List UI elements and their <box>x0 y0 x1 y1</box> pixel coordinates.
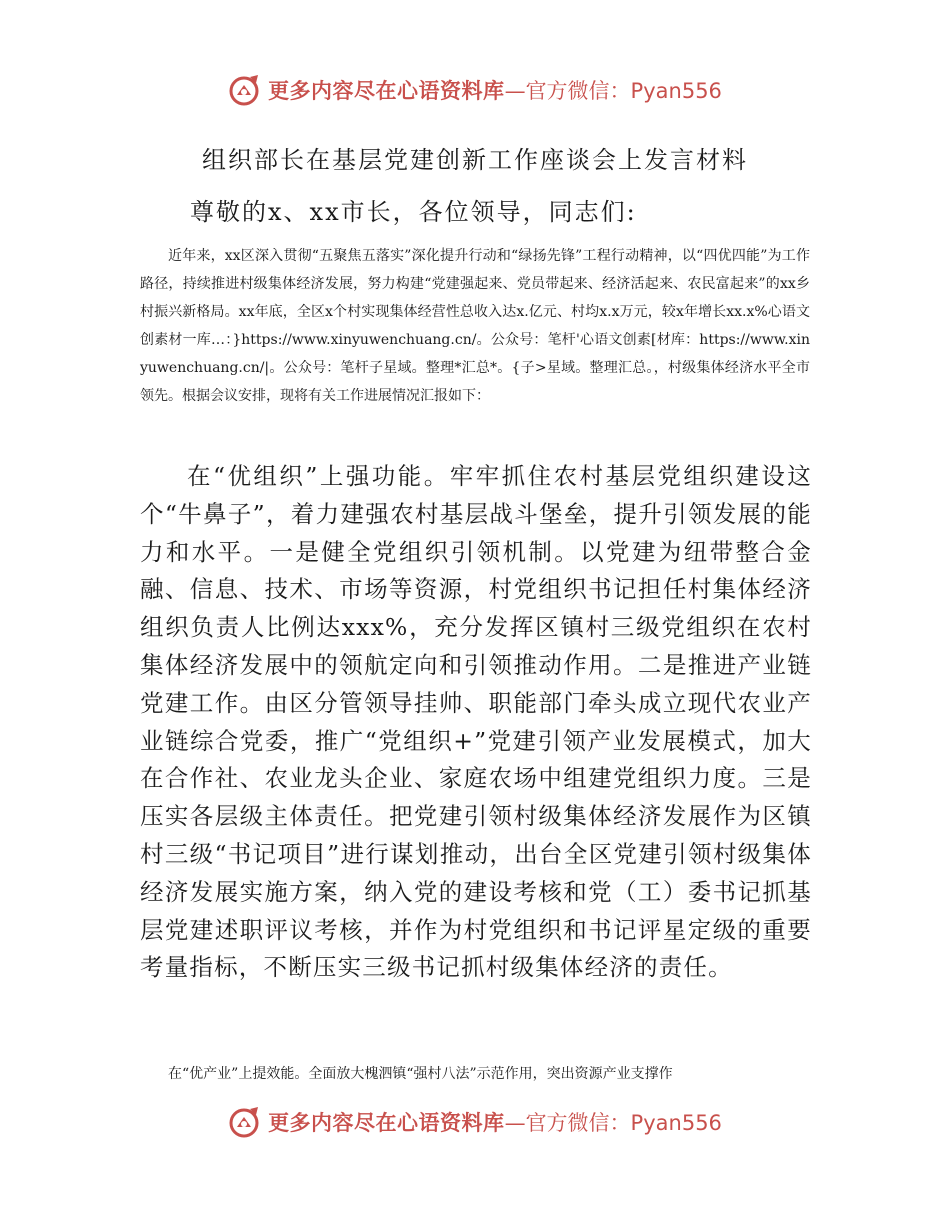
banner-wechat: —官方微信：Pyan556 <box>504 79 722 103</box>
banner-wechat: —官方微信：Pyan556 <box>504 1111 722 1135</box>
footer-banner <box>0 1102 950 1142</box>
document-title: 组织部长在基层党建创新工作座谈会上发言材料 <box>202 146 748 174</box>
banner-text: 更多内容尽在心语资料库 <box>268 79 505 103</box>
book-logo-icon <box>228 73 262 107</box>
book-logo-icon <box>228 1105 262 1139</box>
header-banner <box>0 70 950 110</box>
section-2-paragraph: 在“优产业”上提效能。全面放大槐泗镇“强村八法”示范作用，突出资源产业支撑作 <box>168 1066 673 1082</box>
intro-paragraph: 近年来，xx区深入贯彻“五聚焦五落实”深化提升行动和“绿扬先锋”工程行动精神，以“四优四能”为工作路径，持续推进村级集体经济发展，努力构建“党建强起来、党员带起来、经济活起来、农民富起来”的xx乡村振兴新格局。xx年底，全区x个村实现集体经营性总收入达x.亿元、村均x.x万元，较x年增长xx.x%心语文创素材一库…：}https://www.xinyuwenchuang.cn/。公众号：笔杆'心语文创素[材库：https://www.xinyuwenchuang.cn/|。公众号：笔杆子星域。整理*汇总*。{子>星域。整理汇总。，村级集体经济水平全市领先。根据会议安排，现将有关工作进展情况汇报如下： <box>140 248 810 404</box>
salutation: 尊敬的x、xx市长，各位领导，同志们: <box>190 198 637 226</box>
section-1-paragraph: 在“优组织”上强功能。牢牢抓住农村基层党组织建设这个“牛鼻子”，着力建强农村基层战斗堡垒，提升引领发展的能力和水平。一是健全党组织引领机制。以党建为纽带整合金融、信息、技术、市场等资源，村党组织书记担任村集体经济组织负责人比例达xxx%，充分发挥区镇村三级党组织在农村集体经济发展中的领航定向和引领推动作用。二是推进产业链党建工作。由区分管领导挂帅、职能部门牵头成立现代农业产业链综合党委，推广“党组织+”党建引领产业发展模式，加大在合作社、农业龙头企业、家庭农场中组建党组织力度。三是压实各层级主体责任。把党建引领村级集体经济发展作为区镇村三级“书记项目”进行谋划推动，出台全区党建引领村级集体经济发展实施方案，纳入党的建设考核和党（工）委书记抓基层党建述职评议考核，并作为村党组织和书记评星定级的重要考量指标，不断压实三级书记抓村级集体经济的责任。 <box>140 462 812 982</box>
banner-text: 更多内容尽在心语资料库 <box>268 1111 505 1135</box>
